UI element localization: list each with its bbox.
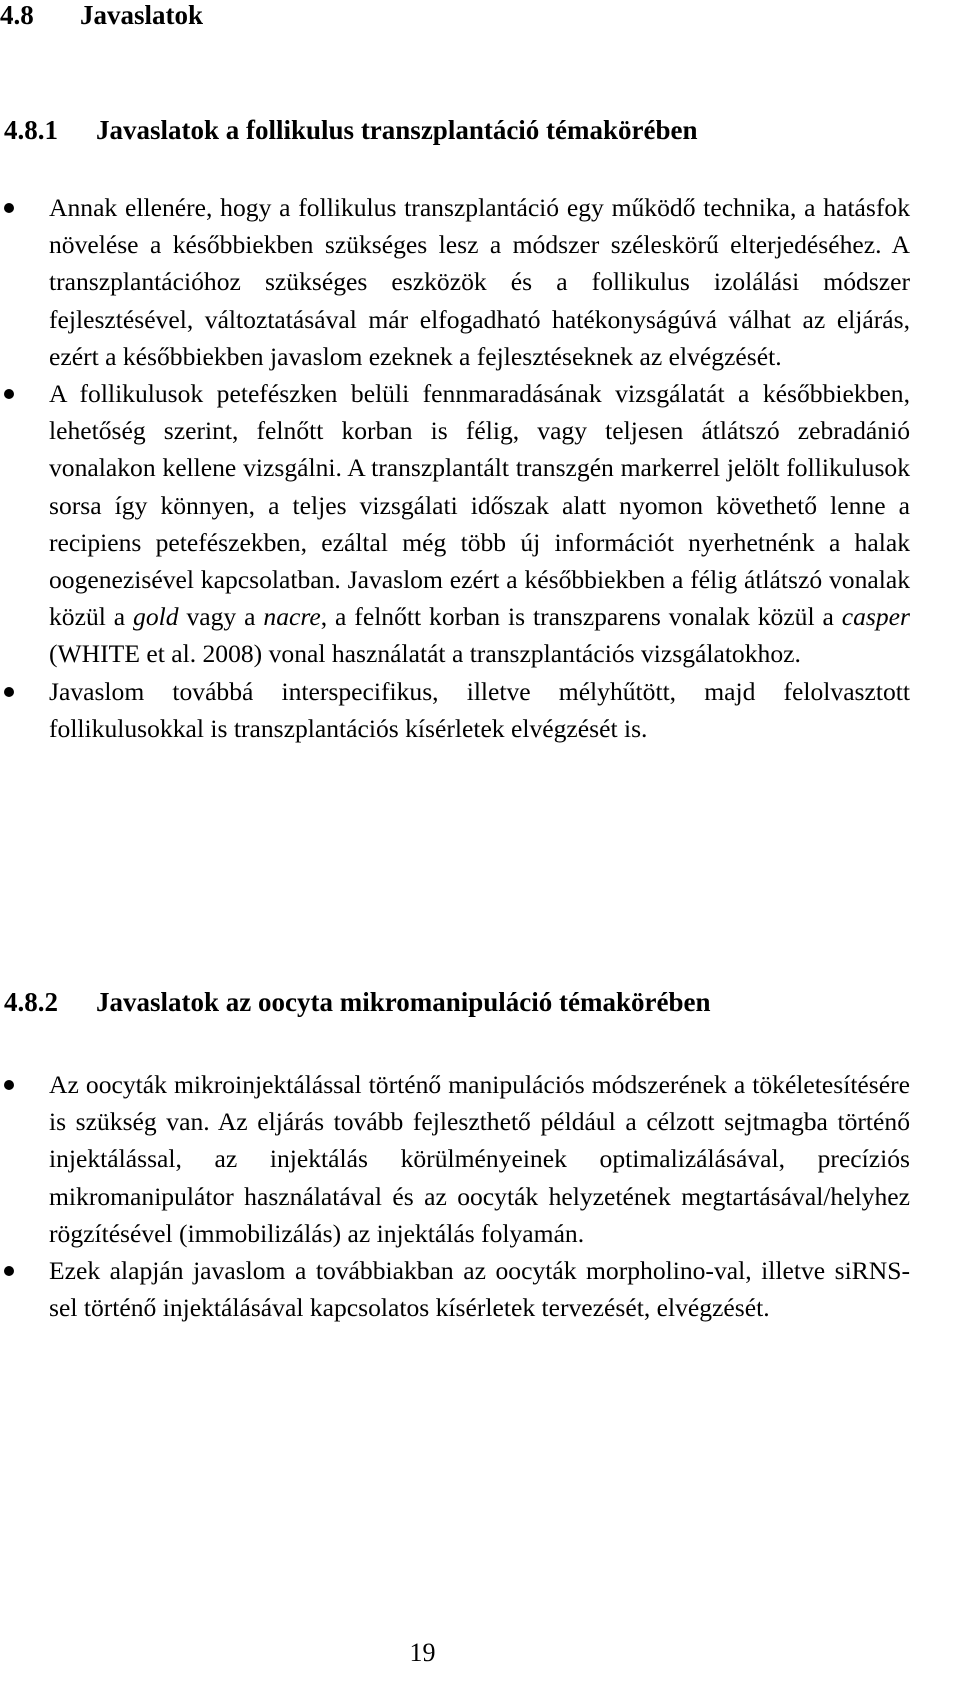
subsection-heading-2 <box>4 985 710 1019</box>
subsection-number-2: 4.8.2 <box>4 987 58 1017</box>
page-number: 19 <box>409 1638 436 1667</box>
list-item <box>0 1252 910 1326</box>
list-item <box>0 673 910 747</box>
list-item-text: (WHITE et al. 2008) vonal használatát a transzplantációs vizsgálatokhoz. <box>49 639 801 669</box>
subsection-title-1: Javaslatok a follikulus transzplantáció témakörében <box>96 115 698 145</box>
list-item-text: A follikulusok petefészken belüli fennmaradásának vizsgálatát a későbbiekben, lehetőség szerint, felnőtt korban is félig, vagy teljesen átlátszó zebradánió vonalakon kellene vizsgálni. A transzplantált transzgén markerrel jelölt follikulusok sorsa így könnyen, a teljes vizsgálati időszak alatt nyomon követhető lenne a recipiens petefészekben, ezáltal még több új információt nyerhetnénk a halak oogenezisével kapcsolatban. Javaslom ezért a későbbiekben a félig átlátszó vonalak közül a <box>49 379 910 632</box>
list-item <box>0 1066 910 1252</box>
section-title: Javaslatok <box>80 0 204 30</box>
italic-term-nacre: nacre <box>263 602 321 632</box>
list-item-text: Annak ellenére, hogy a follikulus transzplantáció egy működő technika, a hatásfok növelése a későbbiekben szükséges lesz a módszer széleskörű elterjedéséhez. A transzplantációhoz szükséges eszközök és a follikulus izolálási módszer fejlesztésével, változtatásával már elfogadható hatékonyságúvá válhat az eljárás, ezért a későbbiekben javaslom ezeknek a fejlesztéseknek az elvégzését. <box>49 193 910 371</box>
list-item-text: Ezek alapján javaslom a továbbiakban az oocyták morpholino-val, illetve siRNS-sel történő injektálásával kapcsolatos kísérletek tervezését, elvégzését. <box>49 1256 910 1323</box>
subsection-title-2: Javaslatok az oocyta mikromanipuláció témakörében <box>96 987 711 1017</box>
bullet-list-2 <box>0 1066 910 1326</box>
section-number: 4.8 <box>0 0 34 30</box>
bullet-list-1 <box>0 189 910 747</box>
bullet-icon <box>4 203 14 213</box>
list-item <box>0 375 910 673</box>
list-item-text: , a felnőtt korban is transzparens vonalak közül a <box>320 602 842 632</box>
list-item-text: Az oocyták mikroinjektálással történő manipulációs módszerének a tökéletesítésére is szükség van. Az eljárás tovább fejleszthető például a célzott sejtmagba történő injektálással, az injektálás körülményeinek optimalizálásával, precíziós mikromanipulátor használatával és az oocyták helyzetének megtartásával/helyhez rögzítésével (immobilizálás) az injektálás folyamán. <box>49 1070 910 1248</box>
bullet-icon <box>4 687 14 697</box>
subsection-number-1: 4.8.1 <box>4 115 58 145</box>
section-heading <box>0 0 203 30</box>
list-item-text: Javaslom továbbá interspecifikus, illetve mélyhűtött, majd felolvasztott follikulusokkal is transzplantációs kísérletek elvégzését is. <box>49 676 910 743</box>
list-item <box>0 189 910 375</box>
subsection-heading-1 <box>4 113 698 147</box>
italic-term-gold: gold <box>133 602 179 632</box>
bullet-icon <box>4 389 14 399</box>
italic-term-casper: casper <box>841 602 910 632</box>
bullet-icon <box>4 1080 14 1090</box>
bullet-icon <box>4 1266 14 1276</box>
list-item-text: vagy a <box>178 602 264 632</box>
